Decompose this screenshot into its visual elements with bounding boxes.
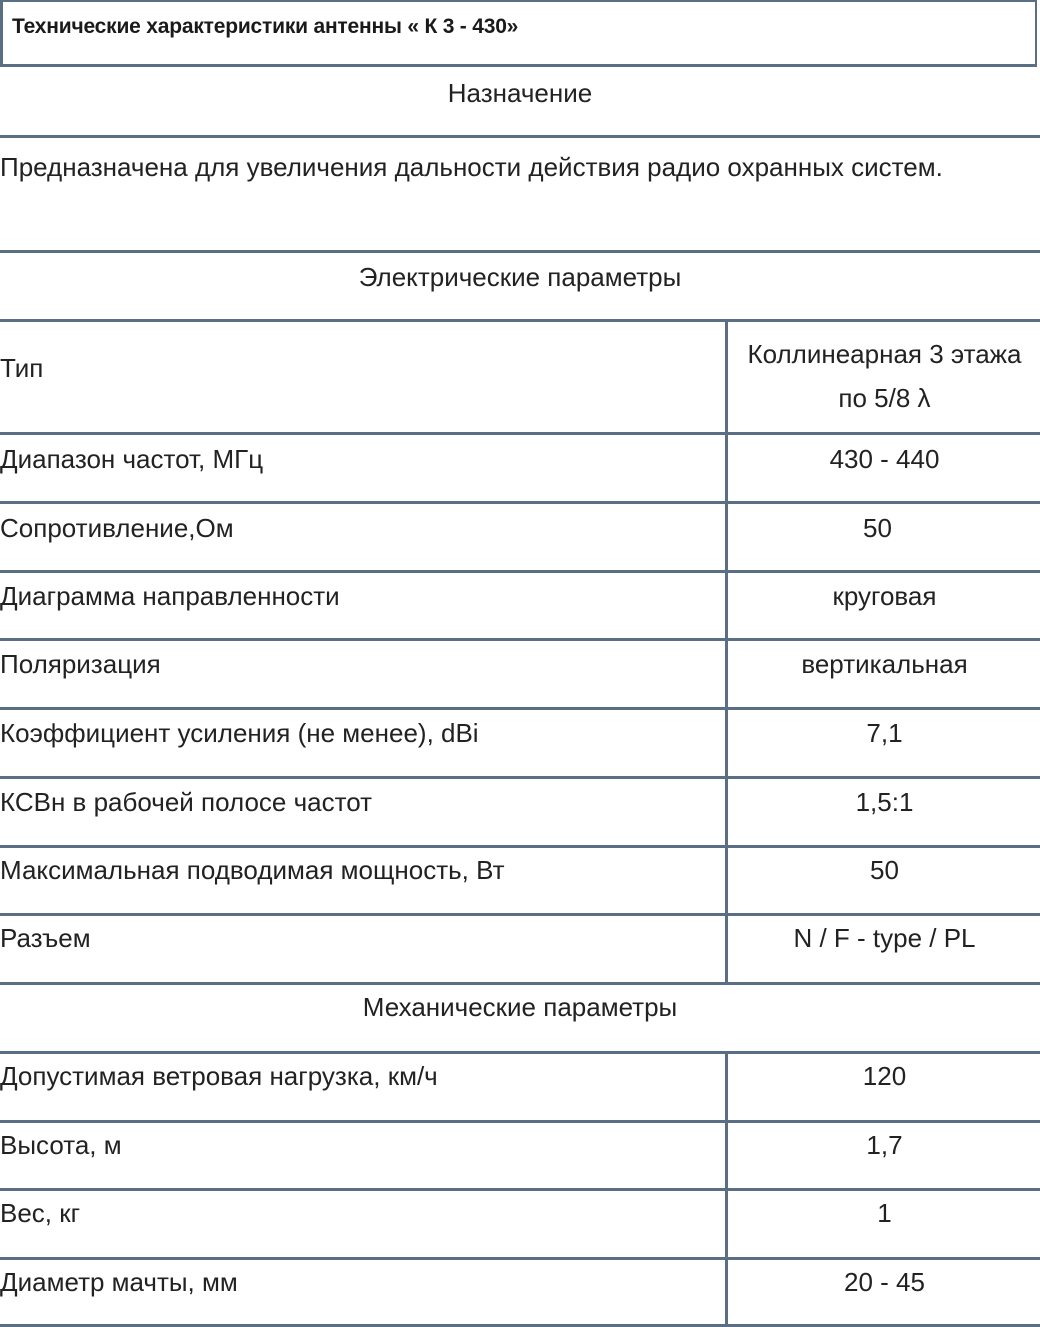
param-value: 20 - 45 bbox=[844, 1267, 925, 1297]
table-row bbox=[0, 435, 1040, 504]
purpose-text: Предназначена для увеличения дальности действия радио охранных систем. bbox=[0, 152, 943, 182]
param-value bbox=[729, 332, 1040, 420]
param-label: Поляризация bbox=[0, 649, 161, 679]
purpose-heading: Назначение bbox=[447, 78, 593, 108]
param-value: 7,1 bbox=[866, 718, 903, 748]
param-value: 1,5:1 bbox=[855, 787, 914, 817]
purpose-text-row bbox=[0, 138, 1040, 253]
param-value: N / F - type / PL bbox=[793, 923, 976, 953]
param-value: 430 - 440 bbox=[829, 444, 940, 474]
table-row bbox=[0, 1054, 1040, 1123]
param-label: Коэффициент усиления (не менее), dBi bbox=[0, 718, 479, 748]
table-row bbox=[0, 1123, 1040, 1191]
param-label: Диаметр мачты, мм bbox=[0, 1267, 238, 1297]
param-value: 120 bbox=[862, 1061, 907, 1091]
electrical-heading: Электрические параметры bbox=[358, 262, 682, 292]
page-title: Технические характеристики антенны « К 3 - 430» bbox=[12, 15, 519, 38]
table-row bbox=[0, 573, 1040, 641]
param-label: Допустимая ветровая нагрузка, км/ч bbox=[0, 1061, 438, 1091]
param-value: 50 bbox=[870, 855, 899, 885]
param-value: вертикальная bbox=[801, 649, 968, 679]
table-row bbox=[0, 1191, 1040, 1260]
param-label: Диапазон частот, МГц bbox=[0, 444, 264, 474]
column-divider bbox=[725, 1054, 728, 1327]
param-value-line: по 5/8 λ bbox=[838, 383, 931, 413]
param-label: КСВн в рабочей полосе частот bbox=[0, 787, 373, 817]
table-row bbox=[0, 322, 1040, 435]
table-row bbox=[0, 504, 1040, 573]
mechanical-heading-row bbox=[0, 985, 1040, 1054]
table-row bbox=[0, 848, 1040, 916]
param-label: Сопротивление,Ом bbox=[0, 513, 234, 543]
title-bar bbox=[0, 0, 1037, 67]
param-value: круговая bbox=[832, 581, 937, 611]
param-label: Разъем bbox=[0, 923, 91, 953]
param-value-line: Коллинеарная 3 этажа bbox=[747, 339, 1022, 369]
param-label: Вес, кг bbox=[0, 1198, 81, 1228]
table-row bbox=[0, 779, 1040, 848]
param-label: Диаграмма направленности bbox=[0, 581, 340, 611]
param-label: Максимальная подводимая мощность, Вт bbox=[0, 855, 505, 885]
param-label: Тип bbox=[0, 353, 44, 383]
table-row bbox=[0, 1260, 1040, 1327]
table-row bbox=[0, 916, 1040, 985]
param-value: 1 bbox=[877, 1198, 892, 1228]
column-divider bbox=[725, 322, 728, 985]
param-value: 50 bbox=[863, 513, 892, 543]
mechanical-heading: Механические параметры bbox=[362, 992, 678, 1022]
param-label: Высота, м bbox=[0, 1130, 122, 1160]
param-value: 1,7 bbox=[866, 1130, 903, 1160]
electrical-heading-row bbox=[0, 253, 1040, 322]
table-row bbox=[0, 641, 1040, 710]
table-row bbox=[0, 710, 1040, 779]
purpose-heading-row bbox=[0, 67, 1040, 138]
